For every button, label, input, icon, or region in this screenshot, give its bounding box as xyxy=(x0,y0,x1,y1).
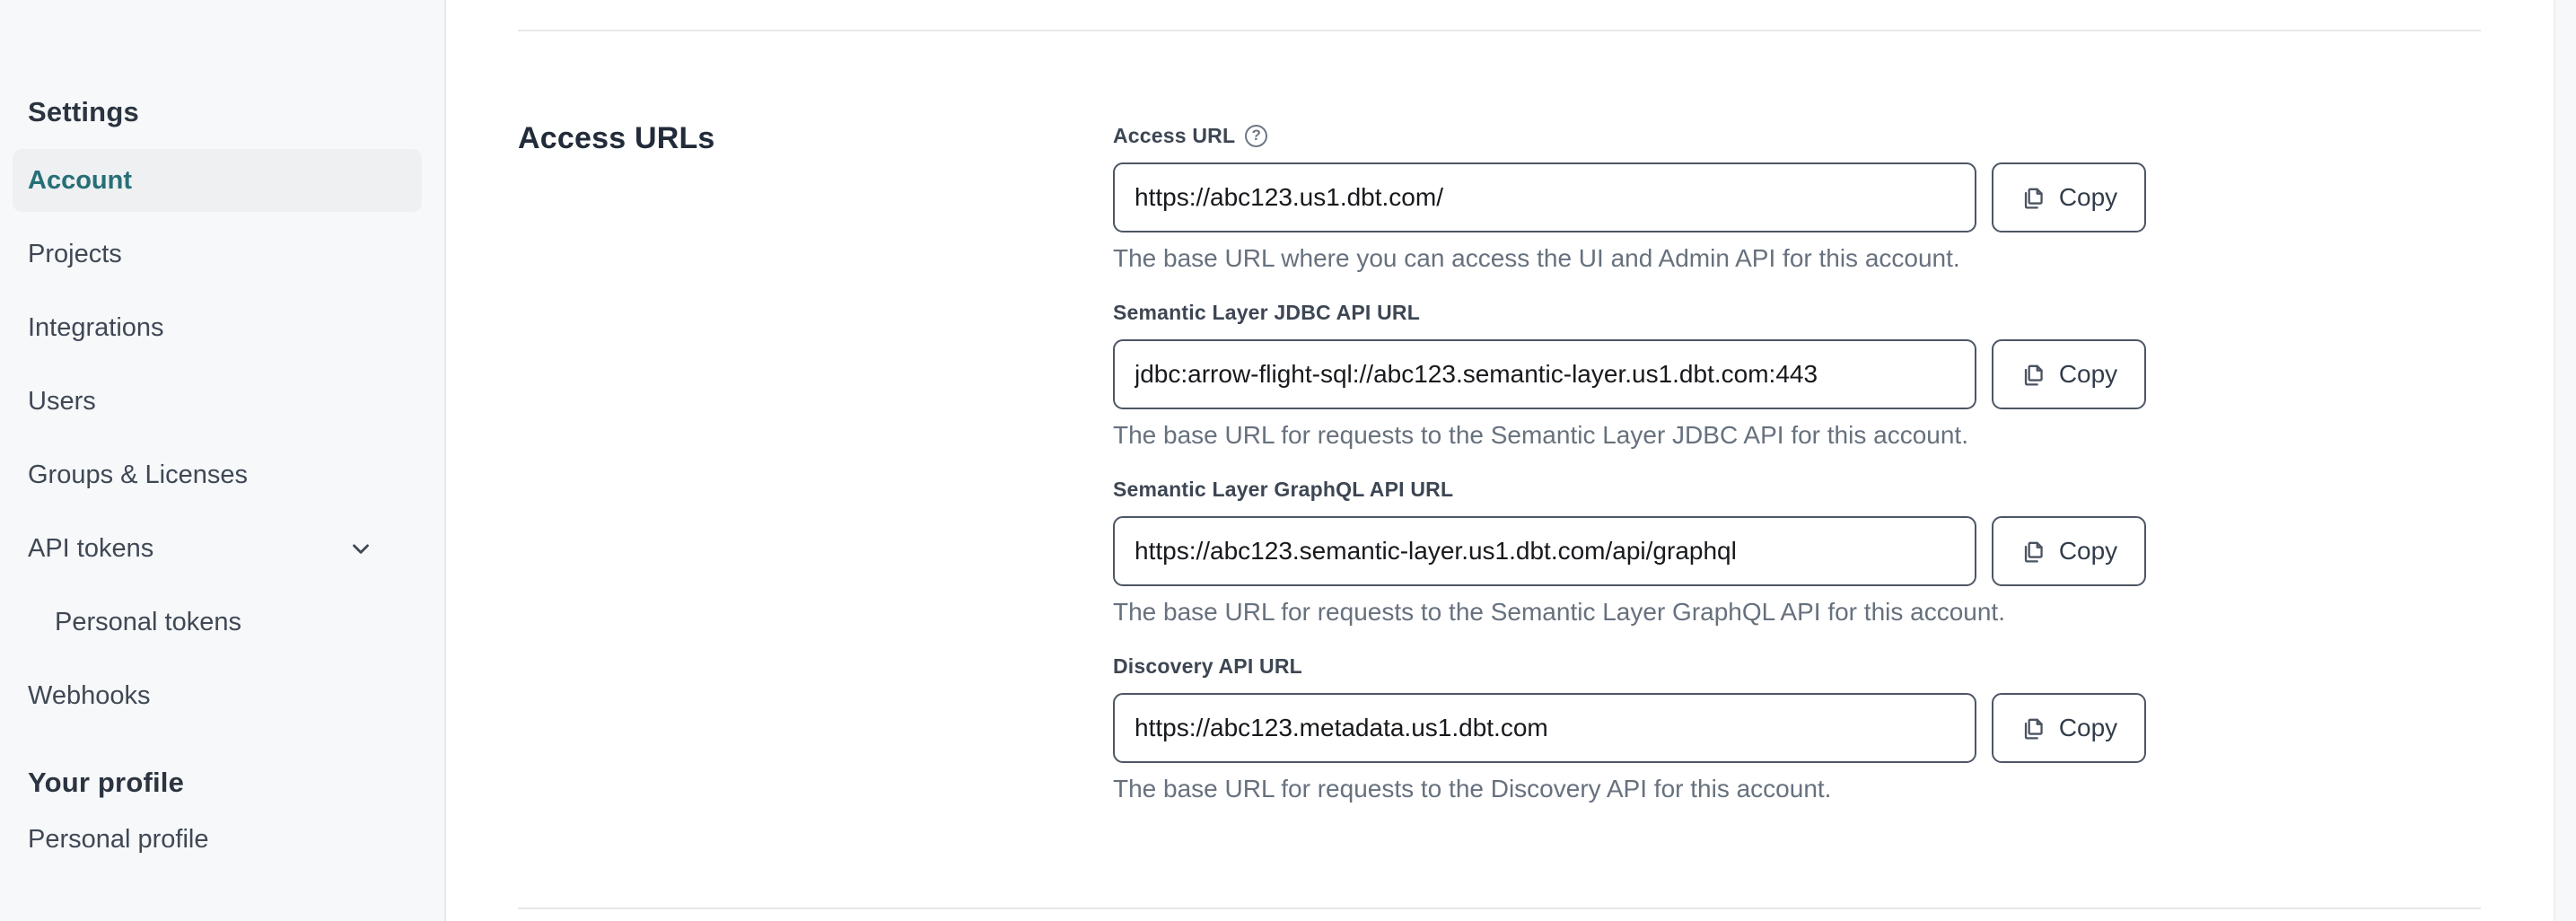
sidebar-item-label: Integrations xyxy=(28,312,164,342)
section-title-column xyxy=(518,121,1113,156)
sidebar-item-personal-tokens[interactable] xyxy=(13,591,422,653)
semantic-layer-graphql-url-input[interactable] xyxy=(1113,516,1976,586)
field-access-url xyxy=(1113,121,2481,273)
sidebar-item-projects[interactable] xyxy=(13,223,422,285)
copy-button-label: Copy xyxy=(2058,537,2118,565)
main-content xyxy=(446,0,2554,921)
sidebar-item-label: Personal profile xyxy=(28,824,209,854)
input-row xyxy=(1113,693,2481,763)
field-discovery-api-url xyxy=(1113,652,2481,803)
copy-icon xyxy=(2020,362,2046,388)
semantic-layer-jdbc-url-input[interactable] xyxy=(1113,339,1976,409)
sidebar-item-groups-licenses[interactable] xyxy=(13,443,422,506)
input-row xyxy=(1113,516,2481,586)
top-divider xyxy=(518,30,2481,31)
sidebar-item-label: Account xyxy=(28,165,132,195)
sidebar-item-label: Users xyxy=(28,386,96,416)
access-url-input[interactable] xyxy=(1113,162,1976,232)
fields-column xyxy=(1113,121,2481,829)
field-label-row xyxy=(1113,121,2481,150)
section-title: Access URLs xyxy=(518,121,715,155)
field-helper-text: The base URL for requests to the Discovery API for this account. xyxy=(1113,775,1832,803)
copy-discovery-url-button[interactable] xyxy=(1992,693,2146,763)
field-label: Semantic Layer GraphQL API URL xyxy=(1113,477,1454,501)
copy-button-label: Copy xyxy=(2058,360,2118,388)
copy-access-url-button[interactable] xyxy=(1992,162,2146,232)
copy-icon xyxy=(2020,539,2046,565)
copy-jdbc-url-button[interactable] xyxy=(1992,339,2146,409)
chevron-down-icon xyxy=(347,535,374,562)
input-row xyxy=(1113,339,2481,409)
field-helper-text: The base URL for requests to the Semantic Layer GraphQL API for this account. xyxy=(1113,598,2005,626)
field-label: Access URL xyxy=(1113,123,1236,147)
discovery-api-url-input[interactable] xyxy=(1113,693,1976,763)
sidebar-item-label: Projects xyxy=(28,239,122,268)
sidebar-item-label: Webhooks xyxy=(28,680,151,710)
field-helper-text: The base URL where you can access the UI and Admin API for this account. xyxy=(1113,244,1960,272)
field-label: Discovery API URL xyxy=(1113,653,1302,678)
copy-icon xyxy=(2020,185,2046,211)
sidebar-item-label: Personal tokens xyxy=(55,607,241,636)
sidebar-item-label: API tokens xyxy=(28,533,154,563)
sidebar-heading-your-profile: Your profile xyxy=(28,767,185,798)
settings-sidebar xyxy=(0,0,446,921)
scrollbar-track[interactable] xyxy=(2554,0,2576,921)
field-label-row xyxy=(1113,475,2481,504)
field-label: Semantic Layer JDBC API URL xyxy=(1113,300,1420,324)
copy-graphql-url-button[interactable] xyxy=(1992,516,2146,586)
field-label-row xyxy=(1113,652,2481,680)
copy-button-label: Copy xyxy=(2058,714,2118,741)
copy-icon xyxy=(2020,715,2046,741)
access-urls-section xyxy=(518,121,2481,829)
sidebar-item-integrations[interactable] xyxy=(13,296,422,359)
input-row xyxy=(1113,162,2481,232)
field-label-row xyxy=(1113,298,2481,327)
sidebar-item-label: Groups & Licenses xyxy=(28,460,249,489)
sidebar-item-account[interactable] xyxy=(13,149,422,212)
field-helper-text: The base URL for requests to the Semantic Layer JDBC API for this account. xyxy=(1113,421,1968,449)
sidebar-item-webhooks[interactable] xyxy=(13,664,422,727)
sidebar-heading-settings: Settings xyxy=(28,96,139,127)
copy-button-label: Copy xyxy=(2058,183,2118,211)
sidebar-item-users[interactable] xyxy=(13,370,422,433)
field-semantic-layer-jdbc-url xyxy=(1113,298,2481,450)
sidebar-item-api-tokens[interactable] xyxy=(13,517,422,580)
field-semantic-layer-graphql-url xyxy=(1113,475,2481,627)
sidebar-item-personal-profile[interactable] xyxy=(13,808,422,871)
bottom-divider xyxy=(518,908,2481,909)
help-icon[interactable]: ? xyxy=(1245,125,1267,147)
